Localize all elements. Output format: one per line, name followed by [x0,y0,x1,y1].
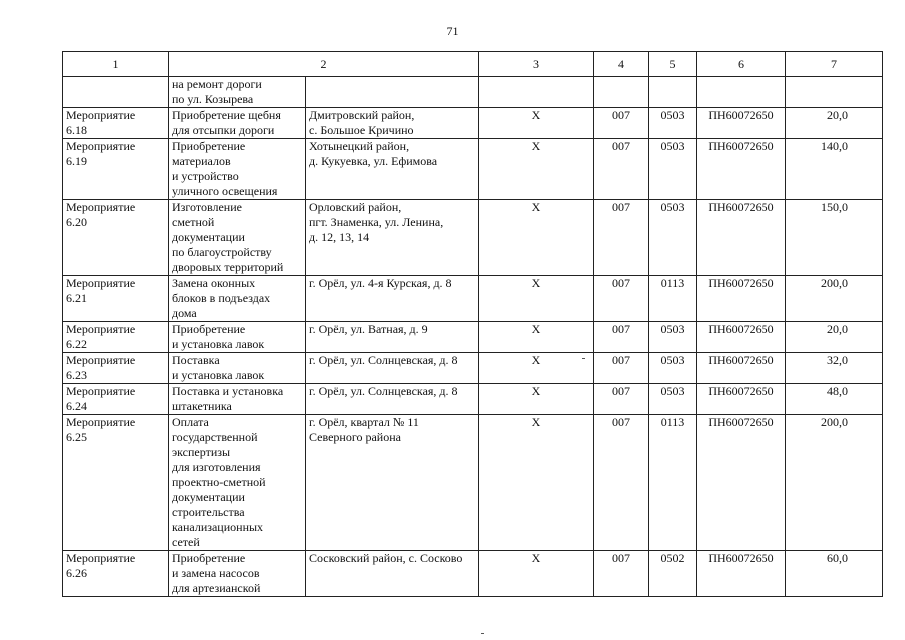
table-row [63,322,883,353]
col6-cell: ПН60072650 [697,353,786,384]
event-cell: Мероприятие 6.25 [63,415,169,551]
name-cell: Оплата государственной экспертизы для изготовления проектно-сметной документации строительства канализационных сетей [169,415,306,551]
header-cell-4: 4 [594,52,649,77]
amount-cell: 140,0 [786,139,883,200]
amount-cell: 48,0 [786,384,883,415]
name-cell: Приобретение и замена насосов для артезианской [169,551,306,597]
header-cell-2: 2 [169,52,479,77]
location-cell: г. Орёл, ул. Солнцевская, д. 8 [306,384,479,415]
col4-cell: 007 [594,384,649,415]
col4-cell [594,77,649,108]
scan-speck [481,633,484,634]
amount-cell: 200,0 [786,415,883,551]
event-cell: Мероприятие 6.19 [63,139,169,200]
col6-cell: ПН60072650 [697,108,786,139]
name-cell: Приобретение щебня для отсыпки дороги [169,108,306,139]
header-cell-7: 7 [786,52,883,77]
table-row [63,384,883,415]
col3-cell: X [479,415,594,551]
header-cell-1: 1 [63,52,169,77]
col6-cell: ПН60072650 [697,384,786,415]
col4-cell: 007 [594,322,649,353]
location-cell: Орловский район, пгт. Знаменка, ул. Ленина, д. 12, 13, 14 [306,200,479,276]
col6-cell: ПН60072650 [697,551,786,597]
event-cell: Мероприятие 6.24 [63,384,169,415]
col3-cell: X [479,108,594,139]
col4-cell: 007 [594,551,649,597]
event-cell: Мероприятие 6.26 [63,551,169,597]
event-cell: Мероприятие 6.20 [63,200,169,276]
amount-cell: 32,0 [786,353,883,384]
event-cell: Мероприятие 6.23 [63,353,169,384]
header-cell-5: 5 [649,52,697,77]
col4-cell: 007 [594,276,649,322]
table-row [63,276,883,322]
budget-table [62,51,883,597]
name-cell: на ремонт дороги по ул. Козырева [169,77,306,108]
header-cell-6: 6 [697,52,786,77]
col3-cell: X [479,384,594,415]
amount-cell: 200,0 [786,276,883,322]
table-row [63,551,883,597]
location-cell: г. Орёл, ул. Солнцевская, д. 8 [306,353,479,384]
col3-cell: X [479,353,594,384]
col5-cell: 0503 [649,139,697,200]
table-row [63,77,883,108]
col4-cell: 007 [594,200,649,276]
amount-cell: 60,0 [786,551,883,597]
col5-cell [649,77,697,108]
header-cell-3: 3 [479,52,594,77]
col3-cell: X [479,276,594,322]
table-row [63,139,883,200]
location-cell: г. Орёл, ул. Ватная, д. 9 [306,322,479,353]
col6-cell: ПН60072650 [697,276,786,322]
col4-cell: 007 [594,353,649,384]
col5-cell: 0503 [649,322,697,353]
scan-speck [582,358,585,359]
col5-cell: 0503 [649,353,697,384]
col6-cell [697,77,786,108]
col5-cell: 0113 [649,276,697,322]
location-cell: Хотынецкий район, д. Кукуевка, ул. Ефимова [306,139,479,200]
name-cell: Поставка и установка штакетника [169,384,306,415]
col3-cell: X [479,551,594,597]
location-cell: Дмитровский район, с. Большое Кричино [306,108,479,139]
name-cell: Приобретение и установка лавок [169,322,306,353]
col4-cell: 007 [594,415,649,551]
name-cell: Замена оконных блоков в подъездах дома [169,276,306,322]
location-cell: г. Орёл, ул. 4-я Курская, д. 8 [306,276,479,322]
col6-cell: ПН60072650 [697,322,786,353]
event-cell [63,77,169,108]
name-cell: Приобретение материалов и устройство уличного освещения [169,139,306,200]
col5-cell: 0503 [649,108,697,139]
col5-cell: 0503 [649,384,697,415]
table-row [63,415,883,551]
col6-cell: ПН60072650 [697,139,786,200]
table-header-row [63,52,883,77]
col5-cell: 0502 [649,551,697,597]
name-cell: Поставка и установка лавок [169,353,306,384]
amount-cell: 150,0 [786,200,883,276]
table-row [63,108,883,139]
col4-cell: 007 [594,108,649,139]
page-number: 71 [446,24,459,38]
event-cell: Мероприятие 6.21 [63,276,169,322]
amount-cell [786,77,883,108]
col3-cell: X [479,139,594,200]
col5-cell: 0503 [649,200,697,276]
location-cell: г. Орёл, квартал № 11 Северного района [306,415,479,551]
amount-cell: 20,0 [786,322,883,353]
col6-cell: ПН60072650 [697,415,786,551]
location-cell: Сосковский район, с. Сосково [306,551,479,597]
col4-cell: 007 [594,139,649,200]
table-body [63,77,883,597]
col3-cell: X [479,322,594,353]
location-cell [306,77,479,108]
event-cell: Мероприятие 6.18 [63,108,169,139]
event-cell: Мероприятие 6.22 [63,322,169,353]
col6-cell: ПН60072650 [697,200,786,276]
table-row [63,200,883,276]
col5-cell: 0113 [649,415,697,551]
col3-cell [479,77,594,108]
col3-cell: X [479,200,594,276]
amount-cell: 20,0 [786,108,883,139]
table-row [63,353,883,384]
name-cell: Изготовление сметной документации по благоустройству дворовых территорий [169,200,306,276]
